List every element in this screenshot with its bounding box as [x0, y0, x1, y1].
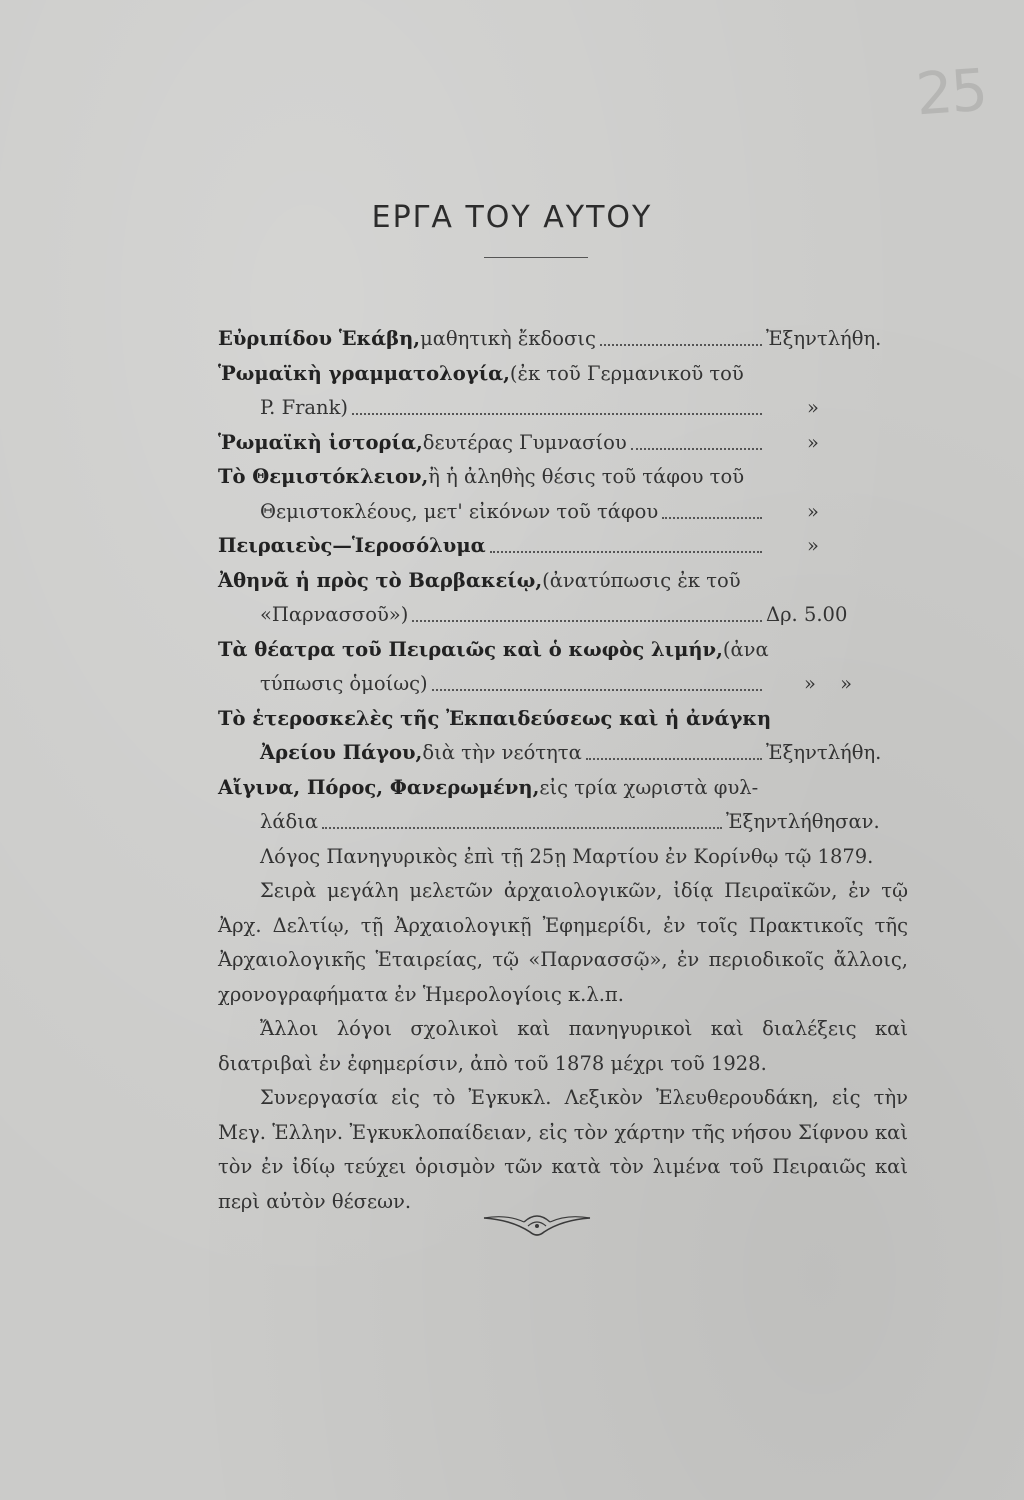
- work-subtitle: ἢ ἡ ἀληθὴς θέσις τοῦ τάφου τοῦ: [428, 465, 745, 488]
- leader-dots: [432, 689, 762, 691]
- work-entry: [218, 322, 908, 357]
- work-entry: [218, 633, 908, 702]
- work-entry: [218, 529, 908, 564]
- work-entry: [218, 771, 908, 840]
- leader-dots: [490, 551, 762, 553]
- work-continuation: «Παρνασσοῦ»): [260, 603, 409, 626]
- work-status: »: [807, 396, 819, 419]
- works-list: [218, 322, 908, 1219]
- work-continuation: τύπωσις ὁμοίως): [260, 672, 428, 695]
- work-entry: [218, 564, 908, 633]
- work-status: Ἐξηντλήθησαν.: [726, 810, 880, 833]
- leader-dots: [631, 448, 762, 450]
- work-entry: [218, 460, 908, 529]
- work-title: Τὰ θέατρα τοῦ Πειραιῶς καὶ ὁ κωφὸς λιμήν,: [218, 637, 723, 661]
- leader-dots: [662, 517, 762, 519]
- paragraph-collaboration: Συνεργασία εἰς τὸ Ἐγκυκλ. Λεξικὸν Ἐλευθερουδάκη, εἰς τὴν Μεγ. Ἑλλην. Ἐγκυκλοπαίδειαν, εἰς τὸν χάρτην τῆς νήσου Σίφνου καὶ τὸν ἐν ἰδίῳ τεύχει ὁρισμὸν τῶν κατὰ τὸν λιμένα τοῦ Πειραιῶς καὶ περὶ αὐτὸν θέσεων.: [218, 1086, 908, 1213]
- work-continuation: P. Frank): [260, 396, 349, 419]
- work-title: Αἴγινα, Πόρος, Φανερωμένη,: [218, 775, 540, 799]
- work-title: Ῥωμαϊκὴ ἱστορία,: [218, 430, 423, 454]
- leader-dots: [586, 758, 762, 760]
- paragraph-studies: Σειρὰ μεγάλη μελετῶν ἀρχαιολογικῶν, ἰδίᾳ Πειραϊκῶν, ἐν τῷ Ἀρχ. Δελτίῳ, τῇ Ἀρχαιολογικῇ Ἐφημερίδι, ἐν τοῖς Πρακτικοῖς τῆς Ἀρχαιολογικῆς Ἑταιρείας, τῷ «Παρνασσῷ», ἐν περιοδικοῖς ἄλλοις, χρονογραφήματα ἐν Ἡμερολογίοις κ.λ.π.: [218, 879, 908, 1006]
- work-title: Πειραιεὺς—Ἱεροσόλυμα: [218, 534, 486, 557]
- work-subtitle: μαθητικὴ ἔκδοσις: [420, 327, 596, 350]
- work-continuation: διὰ τὴν νεότητα: [422, 741, 582, 764]
- work-status: »: [807, 534, 819, 557]
- title-underline: [484, 257, 588, 258]
- leader-dots: [352, 413, 762, 415]
- work-subtitle: εἰς τρία χωριστὰ φυλ-: [539, 775, 759, 799]
- work-subtitle: δευτέρας Γυμνασίου: [422, 430, 627, 454]
- work-status: »: [807, 430, 819, 454]
- work-title: Τὸ Θεμιστόκλειον,: [218, 465, 429, 488]
- work-price: Δρ. 5.00: [766, 603, 848, 626]
- paragraph-speeches: Ἄλλοι λόγοι σχολικοὶ καὶ πανηγυρικοὶ καὶ διαλέξεις καὶ διατριβαὶ ἐν ἐφημερίσιν, ἀπὸ τοῦ 1878 μέχρι τοῦ 1928.: [218, 1017, 908, 1075]
- work-title: Ῥωμαϊκὴ γραμματολογία,: [218, 361, 510, 385]
- work-continuation: Θεμιστοκλέους, μετ' εἰκόνων τοῦ τάφου: [260, 499, 659, 523]
- handwritten-page-number: 25: [913, 55, 989, 129]
- work-status: » »: [804, 672, 853, 695]
- page-title: ΕΡΓΑ ΤΟΥ ΑΥΤΟΥ: [371, 200, 653, 235]
- paragraph-speech: Λόγος Πανηγυρικὸς ἐπὶ τῇ 25ῃ Μαρτίου ἐν Κορίνθῳ τῷ 1879.: [260, 844, 874, 868]
- work-entry: [218, 426, 908, 461]
- work-title: Εὐριπίδου Ἑκάβη,: [218, 327, 421, 350]
- work-continuation: λάδια: [260, 810, 319, 833]
- work-entry: [218, 357, 908, 426]
- work-subtitle: (ἀνατύπωσις ἐκ τοῦ: [542, 568, 741, 592]
- work-status: Ἐξηντλήθη.: [766, 741, 882, 764]
- work-status: Ἐξηντλήθη.: [766, 327, 882, 350]
- leader-dots: [322, 827, 722, 829]
- leader-dots: [412, 620, 762, 622]
- work-status: »: [807, 499, 819, 523]
- decorative-flourish-icon: [482, 1208, 592, 1240]
- work-subtitle: (ἀνα: [722, 637, 769, 661]
- work-title: Ἀθηνᾶ ἡ πρὸς τὸ Βαρβακείῳ,: [218, 568, 543, 592]
- work-entry: [218, 702, 908, 771]
- work-subtitle: (ἐκ τοῦ Γερμανικοῦ τοῦ: [509, 361, 744, 385]
- leader-dots: [600, 344, 762, 346]
- work-continuation-title: Ἀρείου Πάγου,: [260, 741, 423, 764]
- work-title: Τὸ ἑτεροσκελὲς τῆς Ἐκπαιδεύσεως καὶ ἡ ἀνάγκη: [218, 706, 772, 730]
